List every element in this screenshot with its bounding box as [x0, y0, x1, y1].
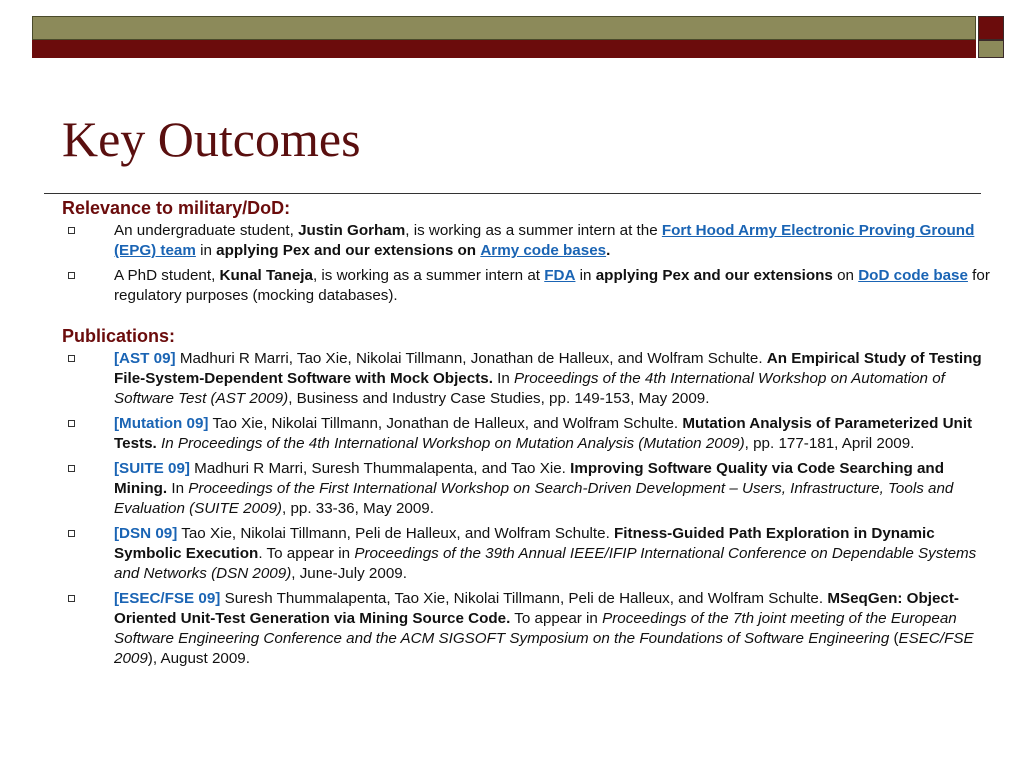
- slide-body: [62, 198, 992, 674]
- square-bullet-icon: [68, 530, 75, 537]
- title-divider: [44, 193, 981, 194]
- publication-tag: [ESEC/FSE 09]: [114, 590, 221, 607]
- publications-heading: Publications:: [62, 326, 176, 346]
- list-item: An undergraduate student, Justin Gorham, is working as a summer intern at the Fort Hood Army Electronic Proving Ground (EPG) team in applying Pex and our extensions on Army code bases.: [62, 221, 992, 261]
- slide-title: Key Outcomes: [62, 111, 361, 167]
- header-band-olive: [32, 16, 976, 40]
- student-name: Justin Gorham: [298, 222, 406, 239]
- square-bullet-icon: [68, 465, 75, 472]
- publication-tag: [DSN 09]: [114, 525, 178, 542]
- publication-title: Fitness-Guided Path Exploration in Dynamic Symbolic Execution: [114, 525, 935, 562]
- publication-venue-short: ESEC/FSE 2009: [114, 630, 974, 667]
- publication-tag: [Mutation 09]: [114, 415, 209, 432]
- list-item: A PhD student, Kunal Taneja, is working as a summer intern at FDA in applying Pex and our extensions on DoD code base for regulatory purposes (mocking databases).: [62, 266, 992, 306]
- publication-title: An Empirical Study of Testing File-System-Dependent Software with Mock Objects.: [114, 350, 982, 387]
- dod-code-base-link[interactable]: DoD code base: [858, 267, 968, 284]
- square-bullet-icon: [68, 227, 75, 234]
- relevance-heading: Relevance to military/DoD:: [62, 198, 291, 218]
- publication-tag: [AST 09]: [114, 350, 176, 367]
- square-bullet-icon: [68, 595, 75, 602]
- list-item: [SUITE 09] Madhuri R Marri, Suresh Thummalapenta, and Tao Xie. Improving Software Quality via Code Searching and Mining. In Proceedings of the First International Workshop on Search-Driven Development – Users, Infrastructure, Tools and Evaluation (SUITE 2009), pp. 33-36, May 2009.: [62, 459, 992, 519]
- publication-title: Mutation Analysis of Parameterized Unit Tests.: [114, 415, 973, 452]
- publication-venue: In Proceedings of the 4th International Workshop on Mutation Analysis (Mutation 2009): [161, 435, 745, 452]
- list-item: [ESEC/FSE 09] Suresh Thummalapenta, Tao Xie, Nikolai Tillmann, Peli de Halleux, and Wolfram Schulte. MSeqGen: Object-Oriented Unit-Test Generation via Mining Source Code. To appear in Proceedings of the 7th joint meeting of the European Software Engineering Conference and the ACM SIGSOFT Symposium on the Foundations of Software Engineering (ESEC/FSE 2009), August 2009.: [62, 589, 992, 669]
- publication-venue: Proceedings of the First International Workshop on Search-Driven Development – Users, Infrastructure, Tools and Evaluation (SUITE 2009): [114, 480, 954, 517]
- publication-venue: Proceedings of the 39th Annual IEEE/IFIP International Conference on Dependable Systems and Networks (DSN 2009): [114, 545, 977, 582]
- list-item: [Mutation 09] Tao Xie, Nikolai Tillmann, Jonathan de Halleux, and Wolfram Schulte. Mutation Analysis of Parameterized Unit Tests. In Proceedings of the 4th International Workshop on Mutation Analysis (Mutation 2009), pp. 177-181, April 2009.: [62, 414, 992, 454]
- relevance-list: [62, 221, 992, 306]
- header-band-maroon: [32, 40, 976, 58]
- publication-title: Improving Software Quality via Code Searching and Mining.: [114, 460, 944, 497]
- student-name: Kunal Taneja: [219, 267, 313, 284]
- square-bullet-icon: [68, 355, 75, 362]
- list-item: [AST 09] Madhuri R Marri, Tao Xie, Nikolai Tillmann, Jonathan de Halleux, and Wolfram Schulte. An Empirical Study of Testing File-System-Dependent Software with Mock Objects. In Proceedings of the 4th International Workshop on Automation of Software Test (AST 2009), Business and Industry Case Studies, pp. 149-153, May 2009.: [62, 349, 992, 409]
- square-bullet-icon: [68, 272, 75, 279]
- list-item: [DSN 09] Tao Xie, Nikolai Tillmann, Peli de Halleux, and Wolfram Schulte. Fitness-Guided Path Exploration in Dynamic Symbolic Execution. To appear in Proceedings of the 39th Annual IEEE/IFIP International Conference on Dependable Systems and Networks (DSN 2009), June-July 2009.: [62, 524, 992, 584]
- square-bullet-icon: [68, 420, 75, 427]
- fort-hood-link[interactable]: Fort Hood Army Electronic Proving Ground (EPG) team: [114, 222, 975, 259]
- header-corner-olive: [978, 40, 1004, 58]
- publication-tag: [SUITE 09]: [114, 460, 190, 477]
- publication-title: MSeqGen: Object-Oriented Unit-Test Generation via Mining Source Code.: [114, 590, 959, 627]
- header-corner-maroon: [978, 16, 1004, 40]
- publication-venue: Proceedings of the 7th joint meeting of the European Software Engineering Conference and the ACM SIGSOFT Symposium on the Foundations of Software Engineering: [114, 610, 957, 647]
- fda-link[interactable]: FDA: [544, 267, 576, 284]
- army-code-bases-link[interactable]: Army code bases: [480, 242, 607, 259]
- publication-venue: Proceedings of the 4th International Workshop on Automation of Software Test (AST 2009): [114, 370, 945, 407]
- publications-list: [62, 349, 992, 669]
